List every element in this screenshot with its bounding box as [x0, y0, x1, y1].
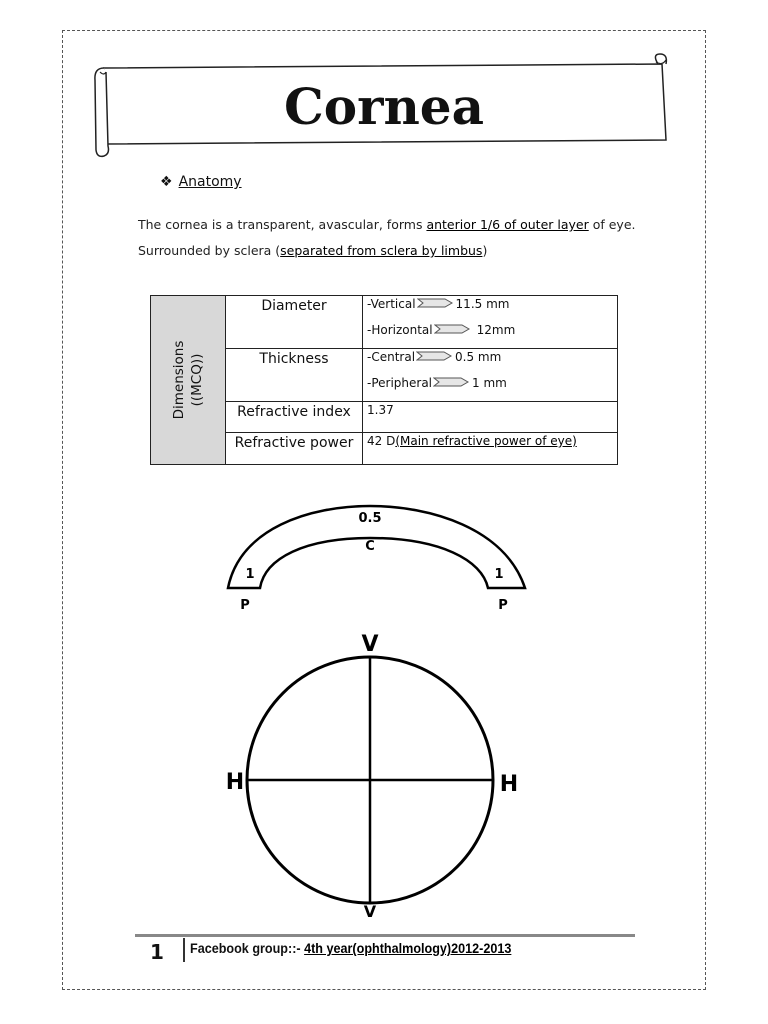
footer-separator — [183, 938, 185, 962]
value-line: -Central 0.5 mm — [367, 350, 502, 364]
page-number: 1 — [150, 940, 164, 964]
value-diameter — [363, 296, 618, 349]
section-heading-anatomy: ❖ Anatomy — [160, 174, 242, 190]
arrow-icon — [434, 323, 470, 335]
center-thickness-label: 0.5 — [358, 511, 382, 526]
footer-text: Facebook group::- 4th year(ophthalmology)2012-2013 — [190, 940, 512, 956]
property-thickness: Thickness — [226, 349, 363, 402]
left-thickness-label: 1 — [245, 567, 255, 582]
arrow-icon — [433, 376, 469, 388]
dimensions-table — [150, 295, 618, 465]
cornea-thickness-arc-diagram — [220, 498, 540, 618]
property-refractive-index: Refractive index — [226, 402, 363, 433]
property-refractive-power: Refractive power — [226, 433, 363, 465]
right-thickness-label: 1 — [494, 567, 504, 582]
top-vertical-label: V — [361, 632, 379, 657]
dimensions-side-label: Dimensions ((MCQ)) — [151, 296, 226, 465]
property-diameter: Diameter — [226, 296, 363, 349]
left-horizontal-label: H — [225, 770, 245, 795]
footer-rule — [135, 934, 635, 937]
bottom-vertical-label: V — [363, 902, 377, 920]
value-line: -Vertical 11.5 mm — [367, 297, 510, 311]
left-peripheral-label: P — [240, 598, 250, 613]
value-line: -Peripheral 1 mm — [367, 376, 507, 390]
diamond-bullet-icon: ❖ — [160, 174, 173, 190]
value-refractive-power: 42 D (Main refractive power of eye) — [363, 433, 618, 465]
arrow-icon — [416, 350, 452, 362]
value-line: -Horizontal 12mm — [367, 323, 516, 337]
value-refractive-index: 1.37 — [363, 402, 618, 433]
right-horizontal-label: H — [499, 772, 519, 797]
cornea-diameter-circle-diagram — [215, 625, 535, 920]
arrow-icon — [417, 297, 453, 309]
paragraph-line-2: Surrounded by sclera (separated from sclera by limbus) — [138, 243, 488, 258]
center-label: C — [365, 539, 375, 554]
page-title: Cornea — [283, 77, 485, 136]
value-thickness — [363, 349, 618, 402]
right-peripheral-label: P — [498, 598, 508, 613]
paragraph-line-1: The cornea is a transparent, avascular, forms anterior 1/6 of outer layer of eye. — [138, 217, 636, 232]
